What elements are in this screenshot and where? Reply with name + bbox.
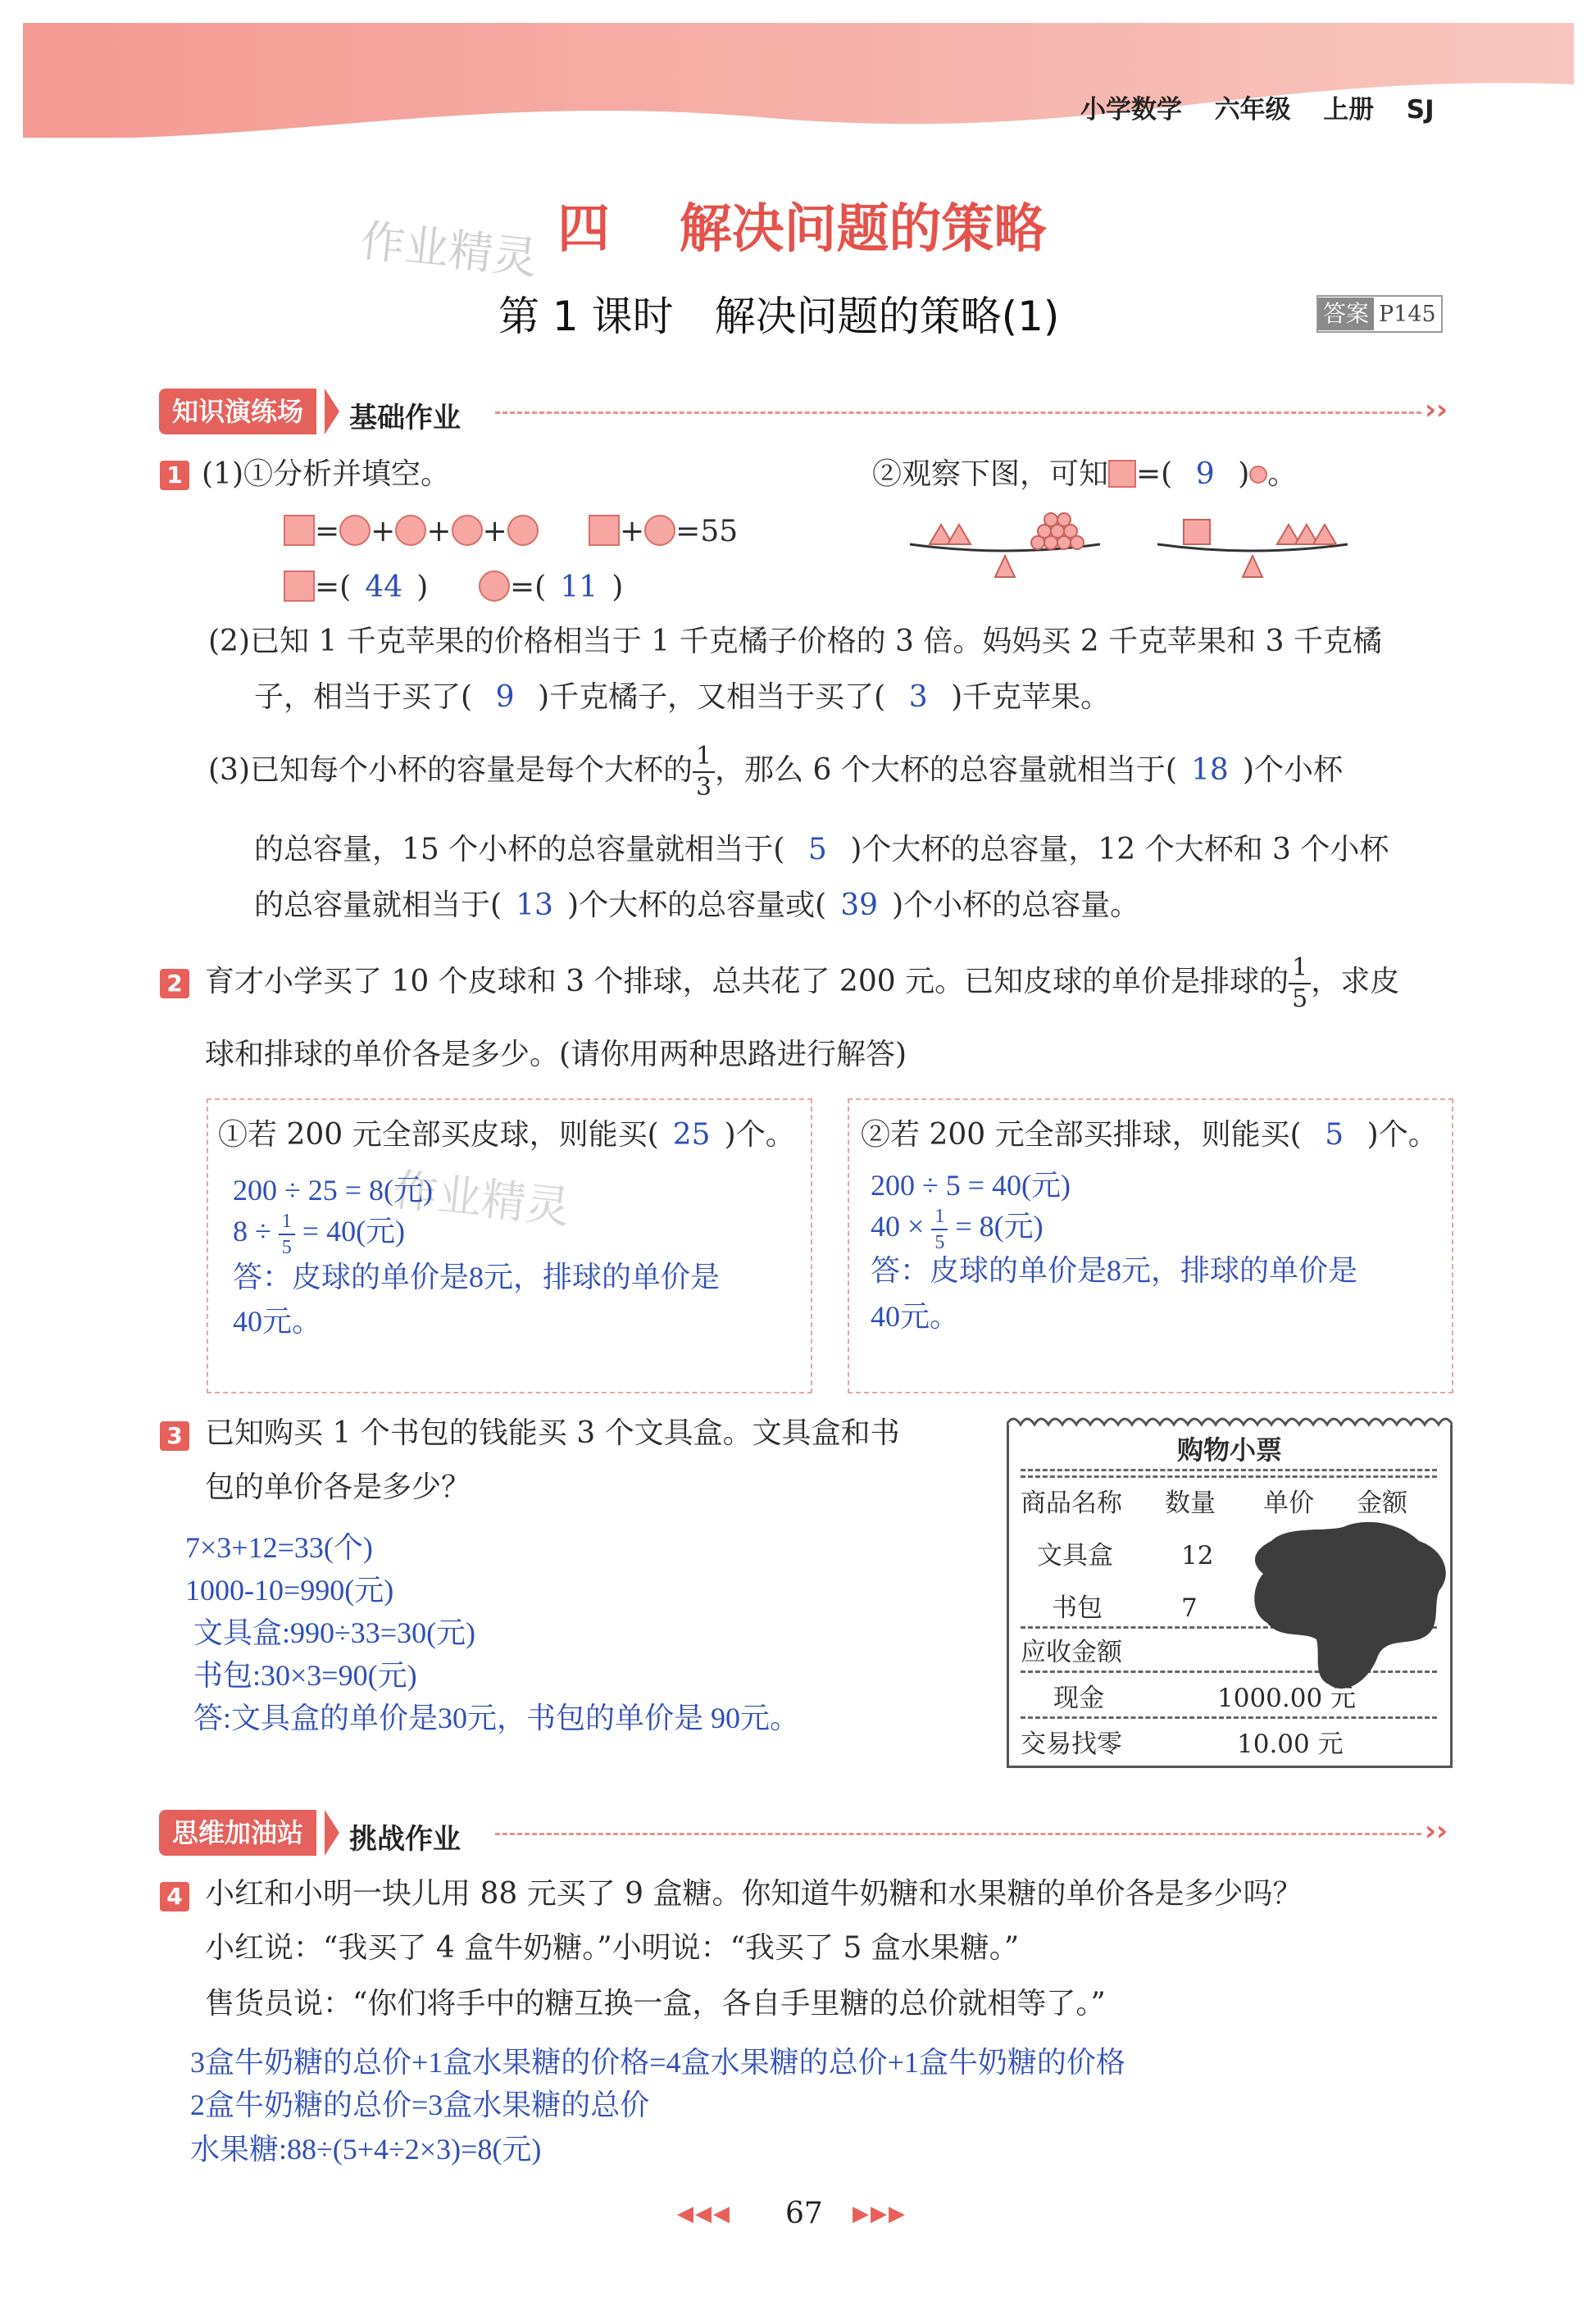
q1-part1b-line1: (2)已知 1 千克苹果的价格相当于 1 千克橘子价格的 3 倍。妈妈买 2 千克苹果和 3 千克橘 [208, 625, 1382, 658]
question-number-2: 2 [160, 969, 189, 998]
large-cups-answer: 5 [807, 833, 827, 866]
small-cups-answer: 18 [1191, 753, 1229, 787]
box2-prompt: ②若 200 元全部买排球，则能买( 5 )个。 [861, 1115, 1438, 1156]
box1-prompt: ①若 200 元全部买皮球，则能买( 25 )个。 [218, 1115, 795, 1156]
balance-scale-1 [907, 510, 1103, 580]
divider-challenge [495, 1833, 1421, 1835]
prev-arrows-icon: ◀◀◀ [677, 2202, 731, 2226]
receipt-change: 交易找零 10.00 元 [1021, 1730, 1344, 1759]
balls-count-answer: 25 [672, 1118, 711, 1152]
chevrons-icon: ›› [1425, 1815, 1448, 1848]
box2-work-1: 200 ÷ 5 = 40(元) [871, 1169, 1071, 1202]
receipt-divider [1021, 1475, 1437, 1478]
header-edition: SJ [1406, 95, 1435, 125]
small-cups-total-answer: 39 [840, 889, 879, 922]
circle-shape [507, 515, 539, 546]
receipt-row: 文具盒 12 [1037, 1541, 1214, 1570]
small-circle-shape [1249, 466, 1267, 484]
q4-line1: 小红和小明一块儿用 88 元买了 9 盒糖。你知道牛奶糖和水果糖的单价各是多少吗？ [205, 1877, 1303, 1911]
receipt-divider [1021, 1716, 1437, 1719]
header-grade: 六年级 [1214, 95, 1291, 125]
balance-scale-2 [1154, 510, 1351, 580]
large-cups-total-answer: 13 [516, 889, 553, 922]
fraction-one-fifth: $\frac{1}{5}$ [931, 1207, 948, 1252]
q4-line3: 售货员说：“你们将手中的糖互换一盒，各自手里糖的总价就相等了。” [205, 1987, 1106, 2020]
q3-line2: 包的单价各是多少？ [205, 1470, 471, 1504]
receipt-receivable: 应收金额 [1021, 1638, 1122, 1667]
fraction-one-third: $\frac{1}{3}$ [693, 744, 715, 800]
balance-answer: 9 [1195, 457, 1215, 491]
q4-work-2: 2盒牛奶糖的总价=3盒水果糖的总价 [190, 2089, 650, 2121]
box1-work-1: 200 ÷ 25 = 8(元) [233, 1174, 434, 1207]
volleyballs-count-answer: 5 [1325, 1118, 1344, 1152]
chapter-number: 四 [557, 199, 610, 260]
question-number-1: 1 [160, 461, 189, 490]
square-shape [284, 570, 315, 602]
section-tag-challenge: 思维加油站 [159, 1810, 316, 1856]
oranges-answer: 9 [495, 680, 515, 714]
box1-answer-2: 40元。 [233, 1305, 322, 1338]
watermark-2: 作业精灵 [390, 1163, 573, 1234]
receipt [1007, 1425, 1453, 1768]
circle-shape [395, 515, 426, 546]
q3-line1: 已知购买 1 个书包的钱能买 3 个文具盒。文具盒和书 [205, 1416, 900, 1450]
triangle-weight [1313, 525, 1336, 544]
q3-work-4: 书包:30×3=90(元) [193, 1659, 417, 1692]
q1-part1-prompt: (1)①分析并填空。 [202, 457, 450, 491]
answer-ref[interactable] [1316, 295, 1443, 333]
q3-work-5: 答:文具盒的单价是30元，书包的单价是 90元。 [193, 1702, 800, 1734]
header-subject: 小学数学 [1080, 95, 1182, 125]
question-number-4: 4 [160, 1882, 189, 1911]
square-shape [284, 515, 315, 546]
q1-part3-line2: 的总容量，15 个小杯的总容量就相当于( 5 )个大杯的总容量，12 个大杯和 3 个小杯 [254, 830, 1389, 870]
watermark: 作业精灵 [357, 214, 540, 285]
q1-square-answer: =( 44 ) [284, 567, 428, 608]
q1-part2-prompt: ②观察下图，可知 =( 9 ) 。 [872, 454, 1297, 495]
eq2-tail: =55 [675, 515, 739, 548]
page-number: 67 [785, 2197, 823, 2230]
receipt-cash: 现金 1000.00 元 [1053, 1684, 1357, 1713]
box2-answer-2: 40元。 [871, 1300, 960, 1333]
circle-shape [479, 570, 510, 602]
ink-blot [1239, 1516, 1452, 1697]
tag-notch [325, 1810, 339, 1856]
fraction-one-fifth: $\frac{1}{5}$ [1289, 956, 1311, 1011]
circle-shape [452, 515, 483, 546]
question-number-3: 3 [160, 1421, 189, 1451]
fulcrum [995, 556, 1015, 577]
divider-basic [495, 411, 1421, 414]
q3-work-1: 7×3+12=33(个) [185, 1531, 373, 1564]
q1-part1b-line2: 子，相当于买了( 9 )千克橘子，又相当于买了( 3 )千克苹果。 [254, 677, 1110, 718]
receipt-zigzag-edge [1007, 1413, 1453, 1428]
apples-answer: 3 [908, 680, 928, 714]
square-value: 44 [365, 570, 403, 604]
next-arrows-icon: ▶▶▶ [853, 2202, 907, 2226]
lesson-title: 第 1 课时 解决问题的策略(1) [498, 293, 1060, 340]
q1-part3-line1: (3)已知每个小杯的容量是每个大杯的 $\frac{1}{3}$ ，那么 6 个大杯的总容量就相当于( 18 )个小杯 [208, 742, 1343, 802]
q1-part3-line3: 的总容量就相当于( 13 )个大杯的总容量或( 39 )个小杯的总容量。 [254, 885, 1139, 926]
q2-line1: 育才小学买了 10 个皮球和 3 个排球，总共花了 200 元。已知皮球的单价是排球的 $\frac{1}{5}$ ，求皮 [205, 953, 1400, 1013]
q1-equation-2: + =55 [589, 511, 738, 552]
square-weight [1184, 520, 1210, 544]
circle-shape [339, 515, 371, 546]
box2-work-2: 40 × $\frac{1}{5}$ = 8(元) [871, 1205, 1044, 1253]
sq-label: =( [315, 570, 352, 604]
fraction-one-fifth: $\frac{1}{5}$ [279, 1211, 295, 1257]
answer-label: 答案 [1318, 298, 1374, 330]
section-tag-basic: 知识演练场 [159, 389, 316, 434]
q4-work-1: 3盒牛奶糖的总价+1盒水果糖的价格=4盒水果糖的总价+1盒牛奶糖的价格 [190, 2046, 1125, 2079]
answer-page: P145 [1379, 301, 1436, 327]
square-shape [589, 515, 620, 546]
chevrons-icon: ›› [1425, 393, 1448, 426]
square-shape [1108, 460, 1136, 488]
receipt-divider [1021, 1469, 1437, 1471]
triangle-weight [948, 525, 971, 544]
chapter-name: 解决问题的策略 [679, 199, 1047, 260]
chapter-title [557, 187, 1047, 262]
box1-work-2: 8 ÷ $\frac{1}{5}$ = 40(元) [233, 1210, 406, 1258]
receipt-header-row: 商品名称 数量 单价 金额 [1021, 1489, 1407, 1518]
q4-line2: 小红说：“我买了 4 盒牛奶糖。”小明说：“我买了 5 盒水果糖。” [205, 1931, 1020, 1965]
section-sub-challenge: 挑战作业 [349, 1823, 461, 1856]
circle-shape [644, 515, 675, 546]
q2-line2: 球和排球的单价各是多少。(请你用两种思路进行解答) [205, 1038, 907, 1071]
tag-notch [325, 389, 339, 434]
circle-pile [1031, 513, 1084, 549]
fulcrum [1243, 556, 1262, 577]
header-info [1080, 89, 1435, 125]
header-volume: 上册 [1323, 95, 1375, 125]
box1-answer-1: 答：皮球的单价是8元，排球的单价是 [233, 1261, 721, 1293]
q3-work-3: 文具盒:990÷33=30(元) [193, 1616, 476, 1649]
q4-work-3: 水果糖:88÷(5+4÷2×3)=8(元) [190, 2133, 542, 2166]
q1-circle-answer: =( 11 ) [479, 567, 623, 608]
receipt-title: 购物小票 [1176, 1434, 1282, 1466]
receipt-row: 书包 7 [1052, 1593, 1198, 1623]
q1-equation-1: = + + + [284, 511, 539, 552]
box2-answer-1: 答：皮球的单价是8元，排球的单价是 [871, 1254, 1358, 1287]
section-sub-basic: 基础作业 [349, 402, 461, 434]
q3-work-2: 1000-10=990(元) [185, 1574, 394, 1607]
circle-value: 11 [560, 570, 598, 604]
